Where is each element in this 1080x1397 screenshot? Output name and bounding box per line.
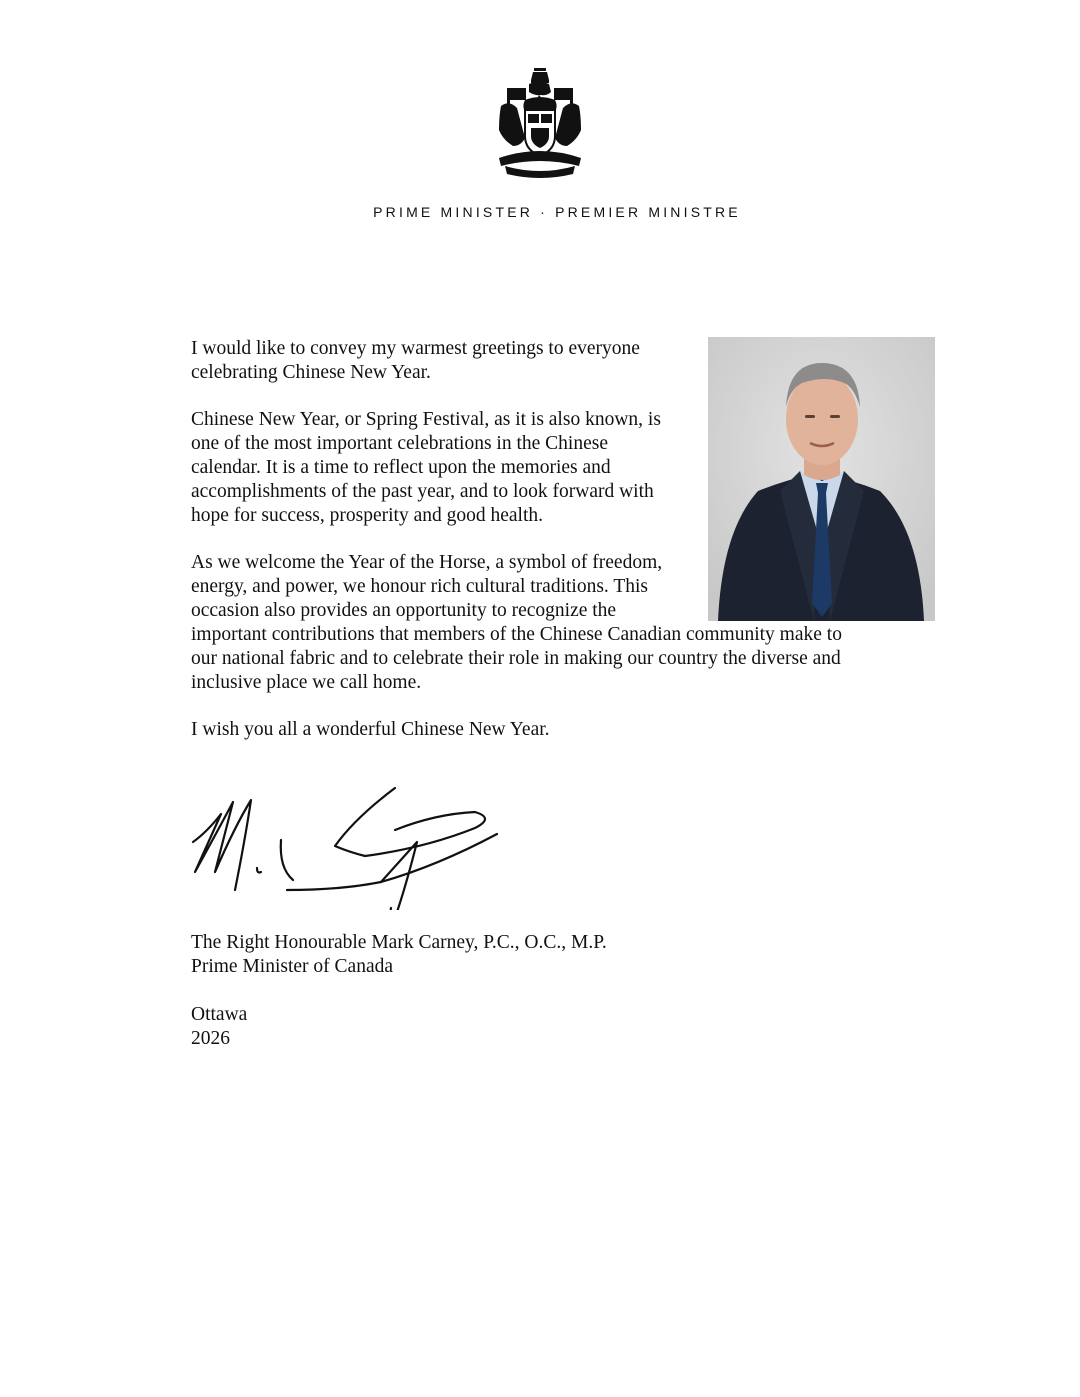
letter-paragraph: I would like to convey my warmest greetings to everyone celebrating Chinese New Year.	[191, 338, 640, 383]
letterhead-title: PRIME MINISTER · PREMIER MINISTRE	[373, 204, 741, 220]
signatory-title: Prime Minister of Canada	[191, 956, 393, 977]
place-city: Ottawa	[191, 1004, 248, 1025]
letter-paragraph: As we welcome the Year of the Horse, a symbol of freedom, energy, and power, we honour rich cultural traditions. This occasion also provides an opportunity to recognize the important contributions that members of the Chinese Canadian community make to our national fabric and to celebrate their role in making our country the diverse and inclusive place we call home.	[191, 552, 842, 693]
place-date-block	[191, 1003, 247, 1051]
signoff-block	[191, 931, 607, 979]
signatory-name: The Right Honourable Mark Carney, P.C., O.C., M.P.	[191, 932, 607, 953]
signature-image	[185, 780, 515, 910]
letter-paragraph: I wish you all a wonderful Chinese New Year.	[191, 719, 550, 740]
coat-of-arms-icon	[495, 66, 585, 178]
letter-paragraph: Chinese New Year, or Spring Festival, as it is also known, is one of the most important celebrations in the Chinese calendar. It is a time to reflect upon the memories and accomplishments of the past year, and to look forward with hope for success, prosperity and good health.	[191, 409, 661, 526]
place-year: 2026	[191, 1028, 230, 1049]
letter-body	[191, 337, 891, 765]
